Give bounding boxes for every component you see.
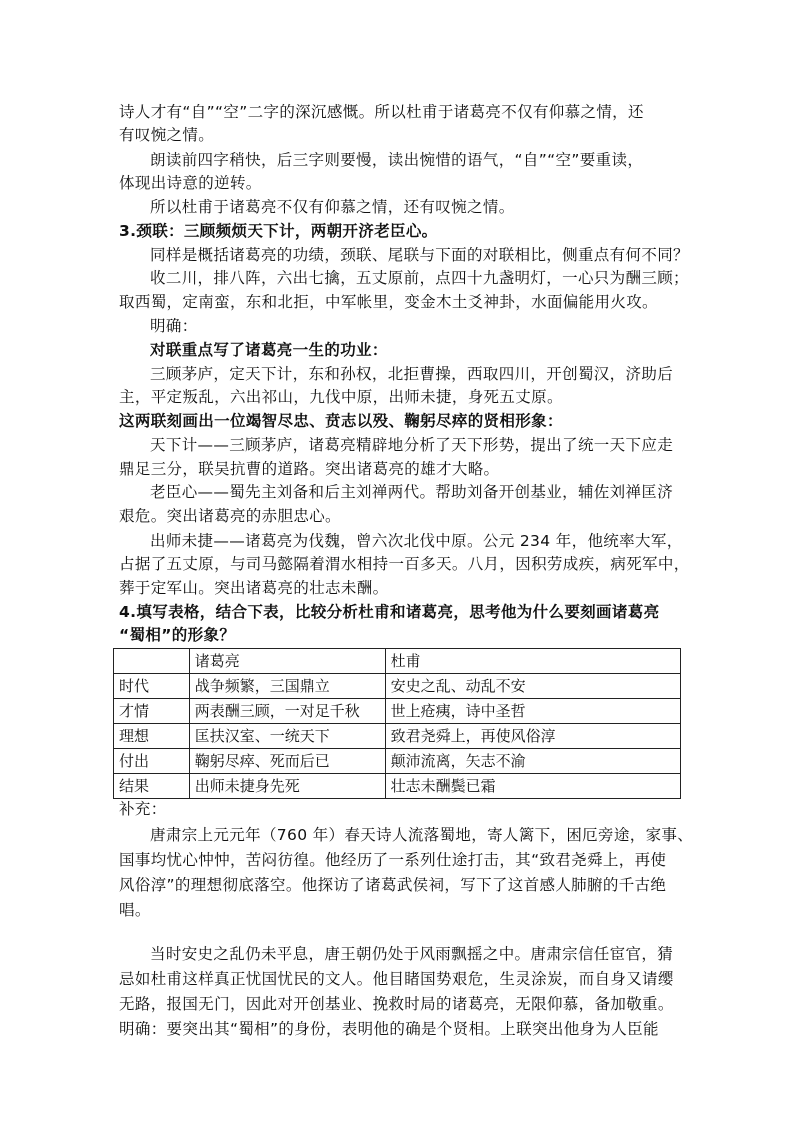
paragraph-line: 主，平定叛乱，六出祁山，九伐中原，出师未捷，身死五丈原。 [119,388,563,406]
table-header-row [114,649,681,674]
table-row [114,749,681,774]
paragraph-line: 老臣心——蜀先主刘备和后主刘禅两代。帮助刘备开创基业，辅佐刘禅匡济 [150,483,674,501]
subheading: 这两联刻画出一位竭智尽忠、贲志以殁、鞠躬尽瘁的贤相形象： [119,412,563,430]
table-cell: 战争频繁，三国鼎立 [189,674,385,699]
subheading: 对联重点写了诸葛亮一生的功业： [150,341,388,359]
table-cell: 鞠躬尽瘁、死而后已 [189,749,385,774]
table-cell: 安史之乱、动乱不安 [385,674,680,699]
paragraph-line: 唱。 [119,901,151,919]
paragraph-line: 诗人才有“自”“空”二字的深沉感慨。所以杜甫于诸葛亮不仅有仰慕之情，还 [119,103,644,121]
paragraph-line: 明确： [150,317,198,335]
paragraph-line: 无路，报国无门，因此对开创基业、挽救时局的诸葛亮，无限仰慕，备加敬重。 [119,995,674,1013]
table-cell: 时代 [114,674,190,699]
table-cell: 匡扶汉室、一统天下 [189,724,385,749]
paragraph-line: 有叹惋之情。 [119,126,215,144]
section-heading: 3.颈联：三顾频烦天下计，两朝开济老臣心。 [119,222,438,240]
paragraph-line: 葬于定军山。突出诸葛亮的壮志未酬。 [119,579,389,597]
paragraph-line: 唐肃宗上元元年（760 年）春天诗人流落蜀地，寄人篱下，困厄旁途，家事、 [150,826,694,844]
table-cell: 付出 [114,749,190,774]
paragraph-line: 风俗淳”的理想彻底落空。他探访了诸葛武侯祠，写下了这首感人肺腑的千古绝 [119,876,667,894]
paragraph-line: 占据了五丈原，与司马懿隔着渭水相持一百多天。八月，因积劳成疾，病死军中， [119,555,690,573]
paragraph-line: 同样是概括诸葛亮的功绩，颈联、尾联与下面的对联相比，侧重点有何不同？ [150,246,689,264]
section-heading: 4.填写表格，结合下表，比较分析杜甫和诸葛亮，思考他为什么要刻画诸葛亮 [119,603,660,621]
couplet-line: 收二川，排八阵，六出七擒，五丈原前，点四十九盏明灯，一心只为酬三顾； [150,269,689,287]
table-row [114,774,681,799]
paragraph-line: 当时安史之乱仍未平息，唐王朝仍处于风雨飘摇之中。唐肃宗信任宦官，猜 [150,945,674,963]
table-row [114,699,681,724]
paragraph-line: 三顾茅庐，定天下计，东和孙权，北拒曹操，西取四川，开创蜀汉，济助后 [150,365,674,383]
paragraph-line: 所以杜甫于诸葛亮不仅有仰慕之情，还有叹惋之情。 [150,198,515,216]
table-cell: 壮志未酬鬓已霜 [385,774,680,799]
paragraph-line: 天下计——三顾茅庐，诸葛亮精辟地分析了天下形势，提出了统一天下应走 [150,436,674,454]
comparison-table [113,648,681,799]
table-cell: 致君尧舜上，再使风俗淳 [385,724,680,749]
table-cell: 出师未捷身先死 [189,774,385,799]
paragraph-line: 朗读前四字稍快，后三字则要慢，读出惋惜的语气，“自”“空”要重读， [150,151,644,169]
paragraph-line: 明确：要突出其“蜀相”的身份，表明他的确是个贤相。上联突出他身为人臣能 [119,1020,659,1038]
table-cell: 两表酬三顾，一对足千秋 [189,699,385,724]
table-cell: 世上疮痍，诗中圣哲 [385,699,680,724]
section-heading: “蜀相”的形象？ [119,626,236,644]
paragraph-line: 忌如杜甫这样真正忧国忧民的文人。他目睹国势艰危，生灵涂炭，而自身又请缨 [119,970,674,988]
table-header-cell [114,649,190,674]
table-header-cell: 杜甫 [385,649,680,674]
table-row [114,674,681,699]
paragraph-line: 国事均忧心忡忡，苦闷彷徨。他经历了一系列仕途打击，其“致君尧舜上，再使 [119,851,667,869]
table-header-cell: 诸葛亮 [189,649,385,674]
table-row [114,724,681,749]
table-cell: 结果 [114,774,190,799]
couplet-line: 取西蜀，定南蛮，东和北拒，中军帐里，变金木土爻神卦，水面偏能用火攻。 [119,293,658,311]
paragraph-line: 补充： [119,800,167,818]
paragraph-line: 出师未捷——诸葛亮为伐魏，曾六次北伐中原。公元 234 年，他统率大军， [150,532,683,550]
table-cell: 颠沛流离，矢志不渝 [385,749,680,774]
paragraph-line: 体现出诗意的逆转。 [119,174,262,192]
paragraph-line: 鼎足三分，联吴抗曹的道路。突出诸葛亮的雄才大略。 [119,460,500,478]
table-cell: 才情 [114,699,190,724]
table-cell: 理想 [114,724,190,749]
paragraph-line: 艰危。突出诸葛亮的赤胆忠心。 [119,507,341,525]
